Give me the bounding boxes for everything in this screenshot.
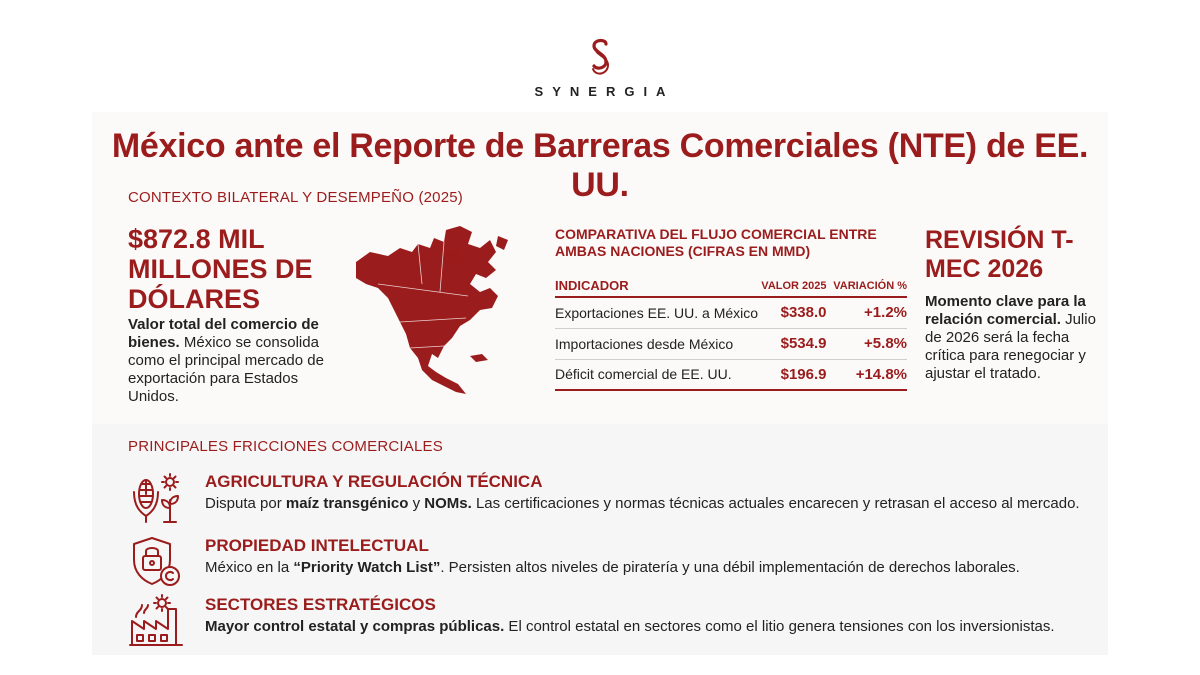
north-america-map-icon	[348, 222, 516, 398]
friction-title: PROPIEDAD INTELECTUAL	[205, 536, 429, 555]
friction-text-bold: NOMs.	[424, 495, 472, 512]
friction-item-agriculture	[128, 470, 1098, 526]
row-indicator: Déficit comercial de EE. UU.	[555, 359, 758, 390]
row-value: $338.0	[758, 297, 826, 328]
friction-title: SECTORES ESTRATÉGICOS	[205, 595, 436, 614]
friction-text-bold: Mayor control estatal y compras públicas.	[205, 618, 505, 635]
friction-text	[205, 559, 1020, 576]
review-description	[925, 293, 1100, 383]
page-title: México ante el Reporte de Barreras Comerciales (NTE) de EE. UU.	[111, 127, 1089, 204]
friction-text-pre: Disputa por	[205, 495, 286, 512]
friction-item-intellectual-property	[128, 534, 1098, 590]
header-indicator: INDICADOR	[555, 275, 758, 297]
lock-shield-copyright-icon	[128, 534, 184, 590]
friction-text	[205, 495, 1080, 512]
table-header-row	[555, 275, 907, 297]
comparison-table	[555, 275, 907, 391]
friction-text-pre: México en la	[205, 559, 294, 576]
friction-title: AGRICULTURA Y REGULACIÓN TÉCNICA	[205, 472, 543, 491]
synergia-logo	[0, 36, 1200, 99]
corn-gear-plant-icon	[128, 470, 184, 526]
review-title: REVISIÓN T-MEC 2026	[925, 226, 1074, 283]
synergia-s-logo-icon	[580, 36, 620, 80]
context-label: CONTEXTO BILATERAL Y DESEMPEÑO (2025)	[128, 189, 464, 206]
friction-item-strategic-sectors	[128, 593, 1098, 649]
row-value: $534.9	[758, 328, 826, 359]
total-trade-description	[128, 316, 353, 406]
friction-text-post: . Persisten altos niveles de piratería y una débil implementación de derechos laborales.	[440, 559, 1020, 576]
friction-text-bold: maíz transgénico	[285, 495, 409, 512]
friction-text-post: Las certificaciones y normas técnicas actuales encarecen y retrasan el acceso al mercado.	[471, 495, 1080, 512]
table-row	[555, 328, 907, 359]
total-trade-desc-text: México se consolida como el principal mercado de exportación para Estados Unidos.	[128, 334, 324, 405]
row-indicator: Importaciones desde México	[555, 328, 758, 359]
brand-name: SYNERGIA	[534, 84, 675, 99]
header-value: VALOR 2025	[758, 275, 826, 297]
header-change: VARIACIÓN %	[827, 275, 907, 297]
review-desc-bold: Momento clave para la relación comercial.	[925, 293, 1086, 328]
factory-gear-icon	[128, 593, 184, 649]
frictions-label: PRINCIPALES FRICCIONES COMERCIALES	[128, 438, 443, 455]
friction-text-mid: y	[408, 495, 425, 512]
total-trade-desc-bold: Valor total del comercio de bienes.	[128, 316, 319, 351]
friction-text-post: El control estatal en sectores como el litio genera tensiones con los inversionistas.	[504, 618, 1055, 635]
total-trade-stat: $872.8 MIL MILLONES DE DÓLARES	[128, 224, 313, 314]
comparison-title: COMPARATIVA DEL FLUJO COMERCIAL ENTRE AMBAS NACIONES (CIFRAS EN MMD)	[555, 226, 877, 259]
table-row	[555, 359, 907, 390]
row-change: +14.8%	[827, 359, 907, 390]
row-indicator: Exportaciones EE. UU. a México	[555, 297, 758, 328]
friction-text	[205, 618, 1055, 635]
table-row	[555, 297, 907, 328]
row-change: +1.2%	[827, 297, 907, 328]
row-value: $196.9	[758, 359, 826, 390]
friction-text-bold: “Priority Watch List”	[293, 559, 441, 576]
review-desc-text: Julio de 2026 será la fecha crítica para renegociar y ajustar el tratado.	[925, 311, 1096, 382]
row-change: +5.8%	[827, 328, 907, 359]
